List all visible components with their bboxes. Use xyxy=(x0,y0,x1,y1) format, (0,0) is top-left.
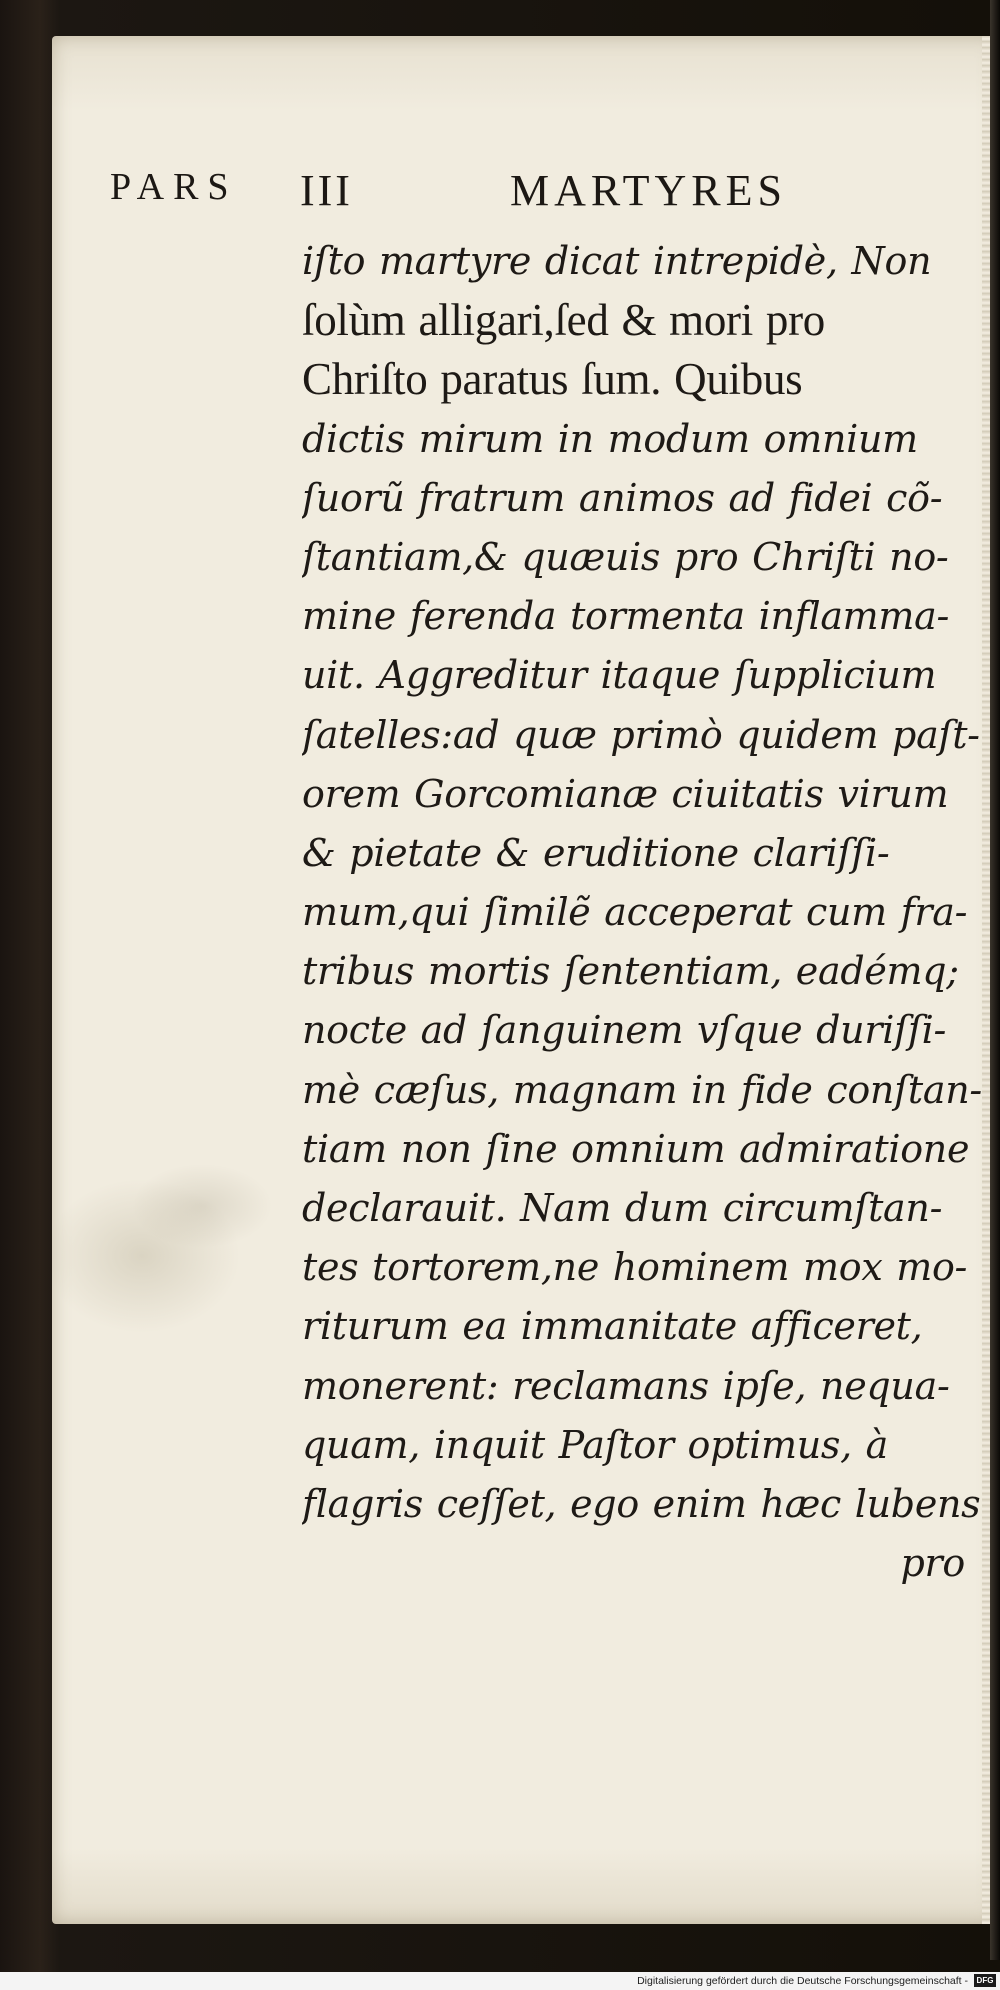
text-line: ſuorũ fratrum animos ad fidei cõ- xyxy=(302,475,943,520)
text-line: declarauit. Nam dum circumſtan- xyxy=(302,1186,943,1230)
text-line: uit. Aggreditur itaque ſupplicium xyxy=(302,653,937,698)
text-line: dictis mirum in modum omnium xyxy=(302,416,918,461)
funding-credit: Digitalisierung gefördert durch die Deutsche Forschungsgemeinschaft - xyxy=(637,1975,968,1987)
running-head-numeral: III xyxy=(300,166,353,215)
body-text xyxy=(302,232,987,1593)
text-line: tes tortorem,ne hominem mox mo- xyxy=(302,1245,968,1290)
text-line: Chriſto paratus ſum. Quibus xyxy=(302,354,803,405)
running-head-pars: PARS xyxy=(110,166,238,208)
text-line: mè cæſus, magnam in fide conſtan- xyxy=(302,1067,982,1112)
text-line: riturum ea immanitate afficeret, xyxy=(302,1304,923,1349)
running-head xyxy=(110,165,830,225)
text-line: nocte ad ſanguinem vſque duriſſi- xyxy=(302,1008,946,1053)
scan-border xyxy=(990,0,1000,1960)
text-line: quam, inquit Paſtor optimus, à xyxy=(302,1422,888,1467)
text-line: flagris ceſſet, ego enim hæc lubens xyxy=(302,1481,981,1526)
text-line: & pietate & eruditione clariſſi- xyxy=(302,830,890,875)
catchword: pro xyxy=(900,1541,965,1586)
text-line: monerent: reclamans ipſe, nequa- xyxy=(302,1363,950,1408)
running-head-title: MARTYRES xyxy=(510,166,787,215)
text-line: tribus mortis ſententiam, eadémq; xyxy=(302,949,959,994)
text-line: mum,qui ſimilẽ acceperat cum fra- xyxy=(302,890,968,935)
footer-bar xyxy=(0,1972,1000,1990)
text-line: iſto martyre dicat intrepidè, Non xyxy=(302,239,932,283)
text-line: orem Gorcomianæ ciuitatis virum xyxy=(302,771,949,816)
text-line: ſatelles:ad quæ primò quidem paſt- xyxy=(302,712,980,757)
text-line: mine ferenda tormenta inflamma- xyxy=(302,594,950,639)
dfg-logo: DFG xyxy=(974,1974,996,1987)
text-line: tiam non ſine omnium admiratione xyxy=(302,1126,970,1171)
text-line: ſolùm alligari,ſed & mori pro xyxy=(302,295,825,346)
text-line: ſtantiam,& quæuis pro Chriſti no- xyxy=(302,534,949,579)
